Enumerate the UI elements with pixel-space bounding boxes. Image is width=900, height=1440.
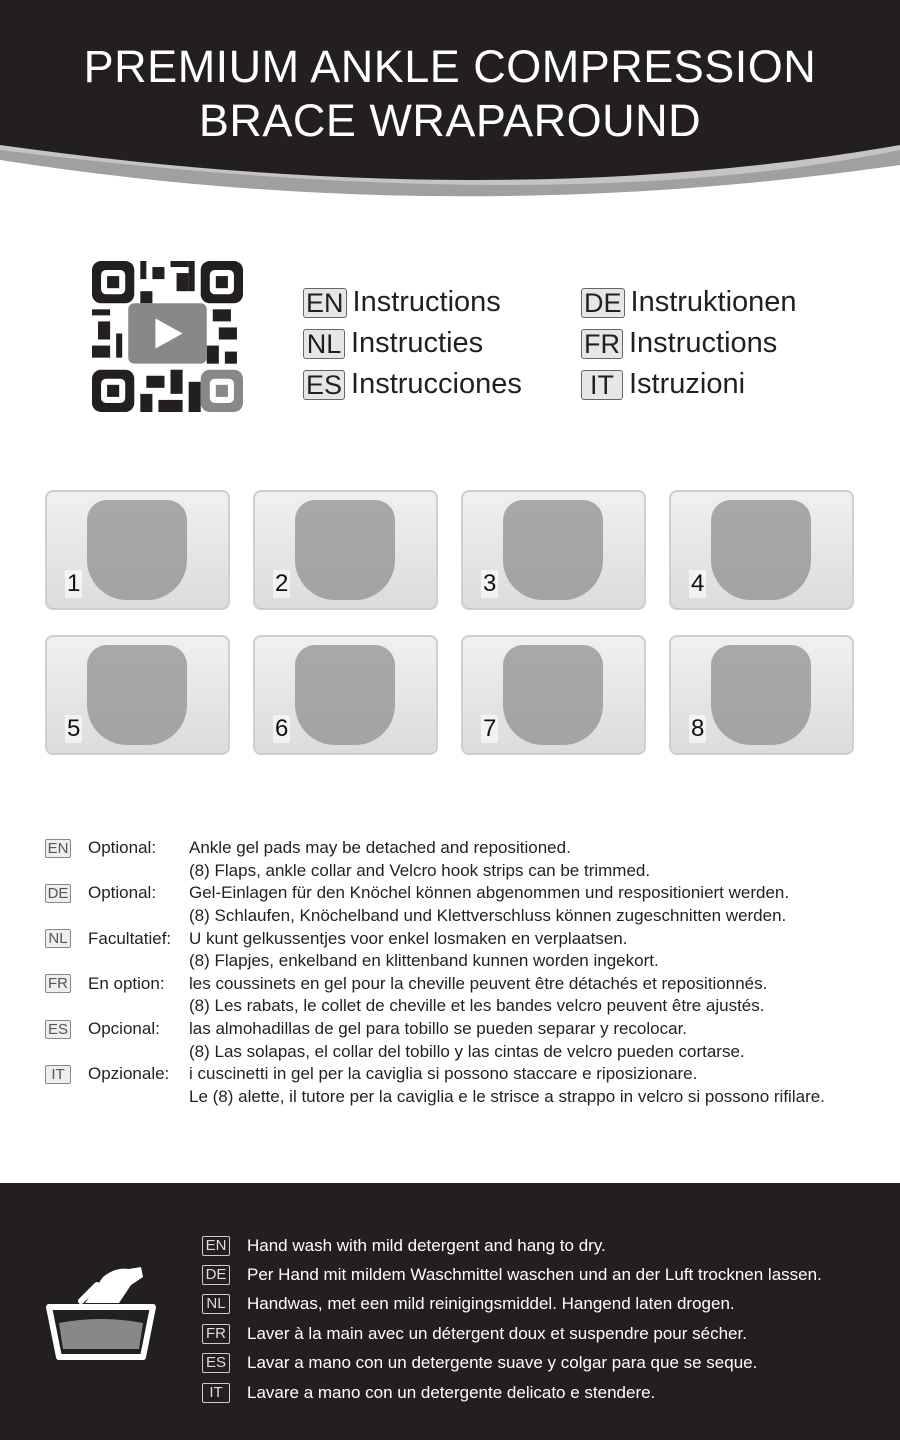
note-text: (8) Les rabats, le collet de cheville et les bandes velcro peuvent être ajustés. [189, 996, 765, 1016]
note-text: (8) Schlaufen, Knöchelband und Klettverschluss können zugeschnitten werden. [189, 906, 787, 926]
note-text: U kunt gelkussentjes voor enkel losmaken en verplaatsen. [189, 928, 628, 948]
note-row-en [45, 837, 825, 860]
lang-tag: EN [202, 1236, 230, 1256]
lang-tag: IT [202, 1383, 230, 1403]
lang-label: Instructions [352, 286, 501, 318]
note-text: Gel-Einlagen für den Knöchel können abgenommen und respositioniert werden. [189, 883, 790, 903]
note-row-de [45, 882, 825, 905]
language-link-de[interactable] [581, 282, 797, 323]
lang-tag: NL [45, 929, 71, 948]
lang-tag: NL [202, 1294, 230, 1314]
step-illustration-6 [253, 635, 438, 755]
note-row-cont [45, 905, 825, 928]
lang-tag: ES [45, 1020, 71, 1039]
lang-tag: FR [202, 1324, 230, 1344]
header-banner [0, 0, 900, 200]
language-link-it[interactable] [581, 364, 797, 405]
step-illustration-8 [669, 635, 854, 755]
language-link-es[interactable] [303, 364, 522, 405]
care-text: Handwas, met een mild reinigingsmiddel. Hangend laten drogen. [247, 1294, 735, 1314]
lang-tag: EN [45, 839, 71, 858]
care-text: Lavare a mano con un detergente delicato e stendere. [247, 1382, 656, 1402]
lang-tag: DE [581, 288, 625, 318]
lang-tag: DE [45, 884, 71, 903]
note-text: (8) Las solapas, el collar del tobillo y las cintas de velcro pueden cortarse. [189, 1041, 745, 1061]
language-link-fr[interactable] [581, 323, 797, 364]
care-row-en [202, 1231, 822, 1260]
note-text: les coussinets en gel pour la cheville peuvent être détachés et repositionnés. [189, 973, 768, 993]
note-label: En option: [88, 973, 165, 993]
care-row-de [202, 1260, 822, 1289]
note-label: Optional: [88, 838, 157, 858]
note-row-cont [45, 995, 825, 1018]
step-illustration-4 [669, 490, 854, 610]
step-number: 4 [691, 570, 705, 597]
note-row-fr [45, 973, 825, 996]
care-row-nl [202, 1290, 822, 1319]
language-link-nl[interactable] [303, 323, 522, 364]
care-text: Laver à la main avec un détergent doux et suspendre pour sécher. [247, 1323, 747, 1343]
lang-label: Instructies [351, 327, 484, 359]
note-text: Le (8) alette, il tutore per la caviglia e le strisce a strappo in velcro si possono rifilare. [189, 1086, 825, 1106]
step-illustration-7 [461, 635, 646, 755]
care-footer [0, 1183, 900, 1440]
step-number: 7 [483, 715, 497, 742]
care-row-it [202, 1378, 822, 1407]
care-text: Lavar a mano con un detergente suave y colgar para que se seque. [247, 1353, 758, 1373]
step-number: 2 [275, 570, 289, 597]
lang-label: Instructions [629, 327, 778, 359]
title-line-1: PREMIUM ANKLE COMPRESSION [83, 41, 817, 92]
note-text: (8) Flapjes, enkelband en klittenband kunnen worden ingekort. [189, 951, 659, 971]
lang-tag: FR [581, 329, 623, 359]
lang-tag: ES [303, 370, 345, 400]
qr-code-video-link[interactable] [92, 261, 243, 412]
note-row-cont [45, 1086, 825, 1109]
step-number: 3 [483, 570, 497, 597]
lang-tag: FR [45, 974, 71, 993]
care-row-es [202, 1349, 822, 1378]
video-languages-col-1 [303, 282, 522, 405]
language-link-en[interactable] [303, 282, 522, 323]
note-label: Opzionale: [88, 1064, 170, 1084]
note-row-nl [45, 927, 825, 950]
care-instructions [202, 1231, 822, 1407]
video-languages-col-2 [581, 282, 797, 405]
title-line-2: BRACE WRAPAROUND [198, 95, 702, 146]
note-label: Facultatief: [88, 928, 172, 948]
step-illustration-2 [253, 490, 438, 610]
step-number: 1 [67, 570, 81, 597]
note-label: Opcional: [88, 1019, 160, 1039]
care-text: Per Hand mit mildem Waschmittel waschen und an der Luft trocknen lassen. [247, 1265, 822, 1285]
lang-tag: NL [303, 329, 345, 359]
lang-tag: IT [45, 1065, 71, 1084]
lang-tag: DE [202, 1265, 230, 1285]
lang-tag: IT [581, 370, 623, 400]
note-row-cont [45, 950, 825, 973]
note-text: i cuscinetti in gel per la caviglia si possono staccare e riposizionare. [189, 1064, 698, 1084]
lang-tag: ES [202, 1353, 230, 1373]
note-row-it [45, 1063, 825, 1086]
hand-wash-icon [45, 1263, 157, 1363]
lang-label: Instrucciones [351, 368, 522, 400]
note-text: las almohadillas de gel para tobillo se pueden separar y recolocar. [189, 1019, 688, 1039]
step-number: 5 [67, 715, 81, 742]
page-title [0, 40, 900, 148]
step-illustration-5 [45, 635, 230, 755]
note-label: Optional: [88, 883, 157, 903]
care-text: Hand wash with mild detergent and hang to dry. [247, 1235, 606, 1255]
step-illustration-1 [45, 490, 230, 610]
step-number: 8 [691, 715, 705, 742]
note-text: Ankle gel pads may be detached and repositioned. [189, 838, 571, 858]
lang-label: Istruzioni [629, 368, 746, 400]
note-row-cont [45, 860, 825, 883]
step-illustration-3 [461, 490, 646, 610]
note-row-cont [45, 1040, 825, 1063]
care-row-fr [202, 1319, 822, 1348]
step-number: 6 [275, 715, 289, 742]
optional-notes [45, 837, 825, 1108]
lang-label: Instruktionen [630, 286, 797, 318]
note-row-es [45, 1018, 825, 1041]
lang-tag: EN [303, 288, 347, 318]
note-text: (8) Flaps, ankle collar and Velcro hook strips can be trimmed. [189, 860, 651, 880]
